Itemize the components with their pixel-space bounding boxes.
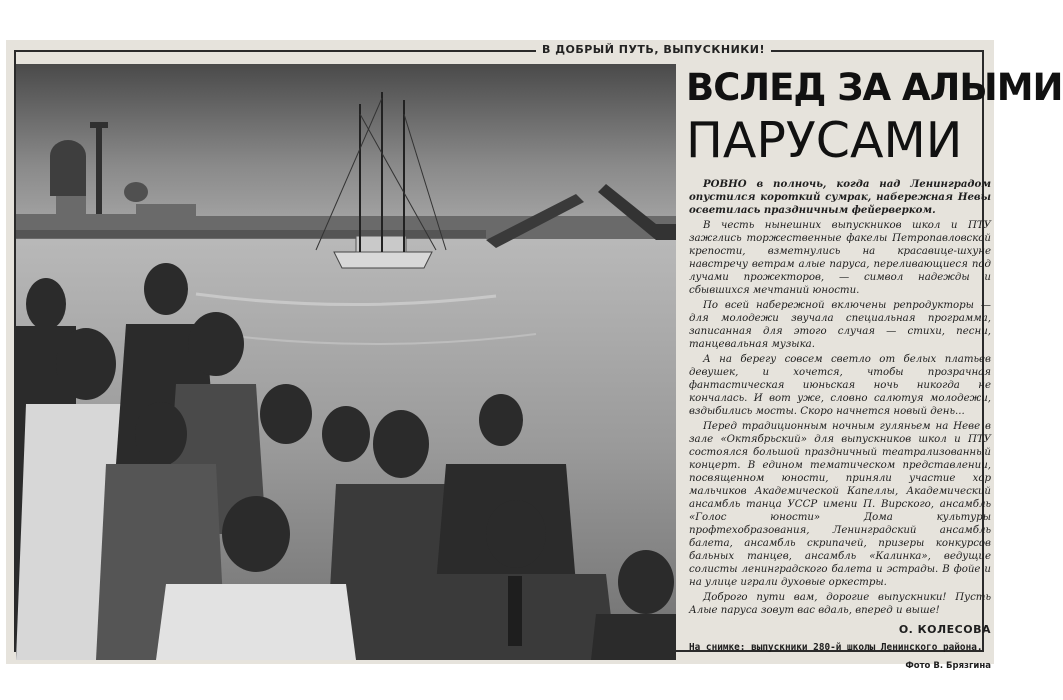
article-author: О. КОЛЕСОВА [898, 623, 991, 636]
newspaper-clipping [6, 40, 1063, 671]
article-paragraph: РОВНО в полночь, когда над Ленинградом опустился короткий сумрак, набережная Невы осветилась праздничным фейерверком. [689, 178, 991, 216]
photo-caption: На снимке: выпускники 280-й школы Ленинского района. [689, 642, 983, 653]
section-rubric: В ДОБРЫЙ ПУТЬ, ВЫПУСКНИКИ! [536, 43, 771, 56]
article-paragraph: В честь нынешних выпускников школ и ПТУ зажглись торжественные факелы Петропавловской крепости, взметнулись на красавице-шхуне навстречу ветрам алые паруса, переливающиеся под лучами прожекторов, — символ надежды и сбывшихся мечтаний юности. [689, 220, 991, 296]
article-paragraph: Доброго пути вам, дорогие выпускники! Пусть Алые паруса зовут вас вдаль, вперед и выше! [689, 592, 991, 616]
headline-line-2: ПАРУСАМИ [686, 112, 963, 169]
article-paragraph: Перед традиционным ночным гуляньем на Неве в зале «Октябрьский» для выпускников школ и ПТУ состоялся большой праздничный театрализованный концерт. В едином тематическом представлении, посвященном юности, приняли участие хор мальчиков Академической Капеллы, Академический ансамбль танца УССР имени П. Вирского, ансамбль «Голос юности» Дома культуры профтехобразования, Ленинградский ансамбль балета, ансамбль скрипачей, призеры конкурсов бальных танцев, ансамбль «Калинка», ведущие солисты ленинградского балета и эстрады. В фойе и на улице играли духовые оркестры. [689, 421, 991, 588]
article-body [689, 178, 991, 673]
headline-line-1: ВСЛЕД ЗА АЛЫМИ [686, 66, 1063, 109]
article-photo [16, 64, 676, 660]
photo-credit: Фото В. Брязгина [905, 661, 991, 671]
article-paragraph: А на берегу совсем светло от белых платьев девушек, и хочется, чтобы прозрачная фантастическая июньская ночь никогда не кончалась. И вот уже, словно салютуя молодежи, вздыбились мосты. Скоро начнется новый день... [689, 354, 991, 417]
article-paragraph: По всей набережной включены репродукторы — для молодежи звучала специальная программа, записанная для этого случая — стихи, песни, танцевальная музыка. [689, 300, 991, 350]
